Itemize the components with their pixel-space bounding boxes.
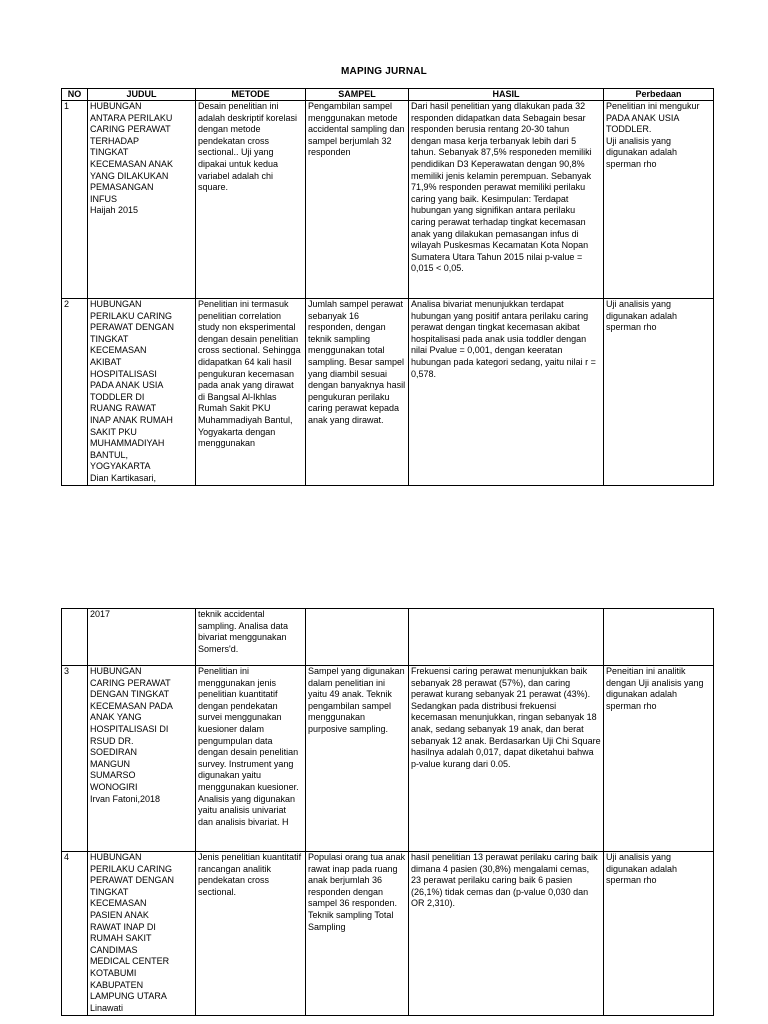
table-row xyxy=(62,101,714,299)
cell-no xyxy=(62,609,88,666)
cell-no: 2 xyxy=(62,299,88,486)
cell-judul: 2017 xyxy=(88,609,196,666)
cell-judul: HUBUNGAN ANTARA PERILAKU CARING PERAWAT TERHADAP TINGKAT KECEMASAN ANAK YANG DILAKUKAN PEMASANGAN INFUS Haijah 2015 xyxy=(88,101,196,299)
header-no: NO xyxy=(62,89,88,101)
cell-sampel xyxy=(306,609,409,666)
cell-sampel: Populasi orang tua anak rawat inap pada ruang anak berjumlah 36 responden dengan sampel 36 responden. Teknik sampling Total Sampling xyxy=(306,852,409,1016)
cell-perbedaan: Uji analisis yang digunakan adalah sperman rho xyxy=(604,299,714,486)
cell-metode: Desain penelitian ini adalah deskriptif korelasi dengan metode pendekatan cross sectional.. Uji yang dipakai untuk kedua variabel adalah chi square. xyxy=(196,101,306,299)
cell-hasil: hasil penelitian 13 perawat perilaku caring baik dimana 4 pasien (30,8%) mengalami cemas, 23 perawat perilaku caring baik 6 pasien (26,1%) tidak cemas dan (p-value 0,030 dan OR 2,310). xyxy=(409,852,604,1016)
cell-sampel: Pengambilan sampel menggunakan metode accidental sampling dan sampel berjumlah 32 responden xyxy=(306,101,409,299)
cell-perbedaan xyxy=(604,609,714,666)
cell-metode: Penelitian ini menggunakan jenis penelitian kuantitatif dengan pendekatan survei menggunakan kuesioner dalam pengumpulan data dengan desain penelitian survey. Instrument yang digunakan yaitu menggunakan kuesioner. Analisis yang digunakan yaitu analisis univariat dan analisis bivariat. H xyxy=(196,666,306,852)
cell-sampel: Jumlah sampel perawat sebanyak 16 responden, dengan teknik sampling menggunakan total sampling. Besar sampel yang diambil sesuai dengan banyaknya hasil pengukuran perilaku caring perawat kepada anak yang dirawat. xyxy=(306,299,409,486)
cell-no: 3 xyxy=(62,666,88,852)
table-header-row xyxy=(62,89,714,101)
table-row xyxy=(62,852,714,1016)
cell-metode: Jenis penelitian kuantitatif rancangan analitik pendekatan cross sectional. xyxy=(196,852,306,1016)
cell-hasil xyxy=(409,609,604,666)
cell-perbedaan: Penelitian ini mengukur PADA ANAK USIA TODDLER. Uji analisis yang digunakan adalah sperman rho xyxy=(604,101,714,299)
cell-metode: teknik accidental sampling. Analisa data bivariat menggunakan Somers'd. xyxy=(196,609,306,666)
cell-perbedaan: Peneitian ini analitik dengan Uji analisis yang digunakan adalah sperman rho xyxy=(604,666,714,852)
cell-sampel: Sampel yang digunakan dalam penelitian ini yaitu 49 anak. Teknik pengambilan sampel menggunakan purposive sampling. xyxy=(306,666,409,852)
page-title: MAPING JURNAL xyxy=(341,66,427,77)
cell-metode: Penelitian ini termasuk penelitian correlation study non eksperimental dengan desain penelitian cross sectional. Sehingga didapatkan 64 kali hasil pengukuran kecemasan pada anak yang dirawat di Bangsal Al-Ikhlas Rumah Sakit PKU Muhammadiyah Bantul, Yogyakarta dengan menggunakan xyxy=(196,299,306,486)
cell-judul: HUBUNGAN PERILAKU CARING PERAWAT DENGAN TINGKAT KECEMASAN PASIEN ANAK RAWAT INAP DI RUMAH SAKIT CANDIMAS MEDICAL CENTER KOTABUMI KABUPATEN LAMPUNG UTARA Linawati xyxy=(88,852,196,1016)
header-hasil: HASIL xyxy=(409,89,604,101)
table-row xyxy=(62,666,714,852)
journal-table-page-2 xyxy=(61,608,714,1016)
table-row xyxy=(62,609,714,666)
header-perbedaan: Perbedaan xyxy=(604,89,714,101)
cell-no: 1 xyxy=(62,101,88,299)
cell-hasil: Dari hasil penelitian yang dlakukan pada 32 responden didapatkan data Sebagain besar responden berusia rentang 20-30 tahun dengan masa kerja terbanyak lebih dari 5 tahun. Sebanyak 87,5% responeden memiliki pendidikan D3 Keperawatan dengan 90,8% memiliki jenis kelamin perempuan. Sebanyak 71,9% responden perawat memiliki perilaku caring yang baik. Kesimpulan: Terdapat hubungan yang signifikan antara perilaku caring perawat terhadap tingkat kecemasan anak yang dilakukan pemasangan infus di wilayah Puskesmas Kecamatan Kota Nopan Sumatera Utara Tahun 2015 nilai p-value = 0,015 < 0,05. xyxy=(409,101,604,299)
cell-perbedaan: Uji analisis yang digunakan adalah sperman rho xyxy=(604,852,714,1016)
journal-table-page-1 xyxy=(61,88,714,486)
cell-no: 4 xyxy=(62,852,88,1016)
cell-judul: HUBUNGAN PERILAKU CARING PERAWAT DENGAN TINGKAT KECEMASAN AKIBAT HOSPITALISASI PADA ANAK USIA TODDLER DI RUANG RAWAT INAP ANAK RUMAH SAKIT PKU MUHAMMADIYAH BANTUL, YOGYAKARTA Dian Kartikasari, xyxy=(88,299,196,486)
cell-hasil: Analisa bivariat menunjukkan terdapat hubungan yang positif antara perilaku caring perawat dengan tingkat kecemasan akibat hospitalisasi pada anak usia toddler dengan nilai Pvalue = 0,001, dengan keeratan hubungan pada kategori sedang, yaitu nilai r = 0,578. xyxy=(409,299,604,486)
header-judul: JUDUL xyxy=(88,89,196,101)
header-metode: METODE xyxy=(196,89,306,101)
cell-judul: HUBUNGAN CARING PERAWAT DENGAN TINGKAT KECEMASAN PADA ANAK YANG HOSPITALISASI DI RSUD DR. SOEDIRAN MANGUN SUMARSO WONOGIRI Irvan Fatoni,2018 xyxy=(88,666,196,852)
cell-hasil: Frekuensi caring perawat menunjukkan baik sebanyak 28 perawat (57%), dan caring perawat kurang sebanyak 21 perawat (43%). Sedangkan pada distribusi frekuensi kecemasan menunjukkan, ringan sebanyak 18 anak, sedang sebanyak 19 anak, dan berat sebanyak 12 anak. Berdasarkan Uji Chi Square hasilnya adalah 0,017, dapat diketahui bahwa p-value kurang dari 0.05. xyxy=(409,666,604,852)
header-sampel: SAMPEL xyxy=(306,89,409,101)
table-row xyxy=(62,299,714,486)
